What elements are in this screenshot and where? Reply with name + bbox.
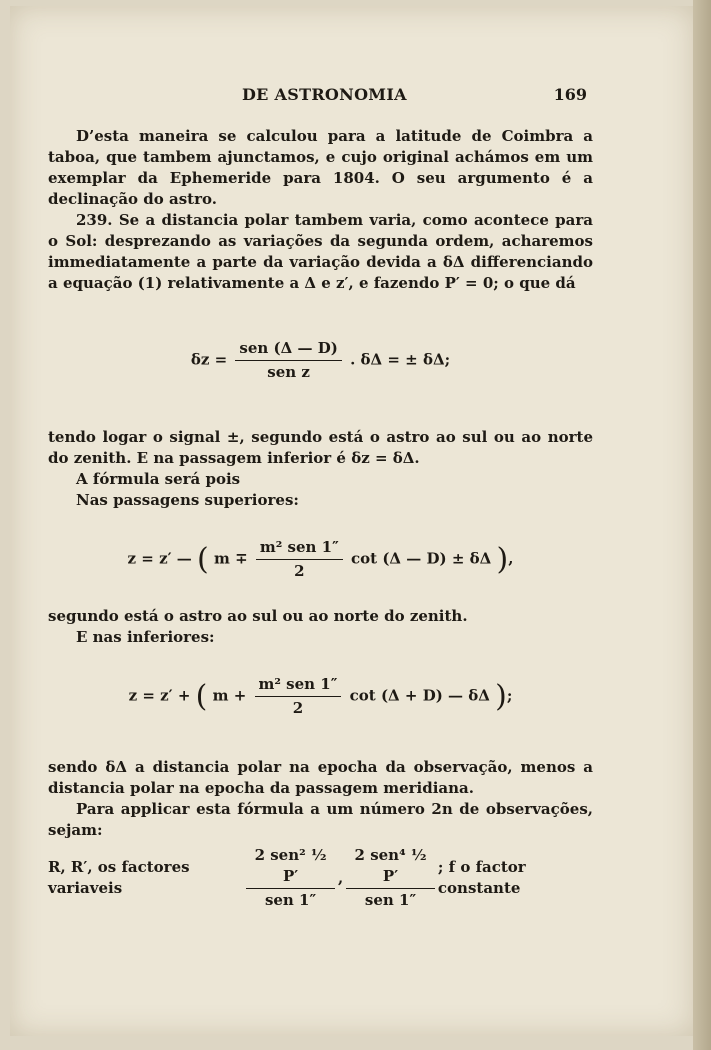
factors-suffix: ; f o factor constante	[437, 858, 526, 897]
running-header	[48, 84, 593, 108]
factor-fraction-2	[346, 845, 435, 911]
page-edge	[693, 0, 711, 1050]
eq2-end: ,	[508, 549, 514, 568]
eq3-close-paren: )	[495, 679, 507, 714]
eq1-fraction	[235, 338, 341, 383]
eq3-m: m +	[212, 686, 247, 705]
eq1-lhs: δz =	[190, 350, 228, 369]
eq3-end: ;	[506, 686, 513, 705]
factor-1-numerator: 2 sen² ½ P′	[246, 845, 335, 889]
eq2-rhs: cot (Δ — D) ± δΔ	[351, 549, 492, 568]
eq2-fraction	[256, 537, 343, 582]
eq2-open-paren: (	[197, 542, 209, 577]
factor-2-denominator: sen 1″	[364, 891, 417, 909]
paragraph-9: Para applicar esta fórmula a um número 2n de observações, sejam:	[48, 800, 593, 839]
paragraph-4: A fórmula será pois	[76, 470, 241, 488]
factors-line	[48, 845, 593, 911]
eq2-numerator: m² sen 1″	[256, 537, 343, 560]
eq1-rhs: . δΔ = ± δΔ;	[350, 350, 451, 369]
eq3-lhs: z = z′ +	[128, 686, 191, 705]
eq3-rhs: cot (Δ + D) — δΔ	[349, 686, 490, 705]
paragraph-8: sendo δΔ a distancia polar na epocha da observação, menos a distancia polar na epocha da passagem meridiana.	[48, 758, 593, 797]
eq1-numerator: sen (Δ — D)	[235, 338, 341, 361]
paragraph-239: 239. Se a distancia polar tambem varia, como acontece para o Sol: desprezando as variações da segunda ordem, acharemos immediatamente a parte da variação devida a δΔ differenciando a equação (1) relativamente a Δ e z′, e fazendo P′ = 0; o que dá	[48, 211, 593, 292]
paragraph-5: Nas passagens superiores:	[76, 491, 299, 509]
equation-inferior	[48, 674, 593, 719]
page-text	[48, 84, 593, 911]
running-title: DE ASTRONOMIA	[242, 85, 407, 104]
eq3-fraction	[255, 674, 342, 719]
eq2-m: m ∓	[213, 549, 248, 568]
paragraph-3: tendo logar o signal ±, segundo está o astro ao sul ou ao norte do zenith. E na passagem inferior é δz = δΔ.	[48, 428, 593, 467]
factor-fraction-1	[246, 845, 335, 911]
eq3-denominator: 2	[292, 699, 304, 717]
factor-2-numerator: 2 sen⁴ ½ P′	[346, 845, 435, 889]
eq2-denominator: 2	[294, 562, 305, 580]
page-number: 169	[553, 85, 587, 104]
paragraph-7: E nas inferiores:	[76, 628, 215, 646]
paragraph-1: D’esta maneira se calculou para a latitude de Coimbra a taboa, que tambem ajunctamos, e cujo original achámos em um exemplar da Ephemeride para 1804. O seu argumento é a declinação do astro.	[48, 127, 593, 208]
eq3-open-paren: (	[195, 679, 208, 714]
paragraph-6: segundo está o astro ao sul ou ao norte do zenith.	[48, 607, 468, 625]
equation-superior	[48, 537, 593, 582]
factors-prefix: R, R′, os factores variaveis	[48, 858, 190, 897]
eq3-numerator: m² sen 1″	[255, 674, 342, 697]
factor-1-denominator: sen 1″	[264, 891, 317, 909]
eq1-denominator: sen z	[267, 363, 310, 381]
eq2-close-paren: )	[496, 542, 509, 577]
factors-comma: ,	[337, 868, 344, 887]
equation-1	[48, 338, 593, 383]
eq2-lhs: z = z′ —	[127, 549, 192, 568]
